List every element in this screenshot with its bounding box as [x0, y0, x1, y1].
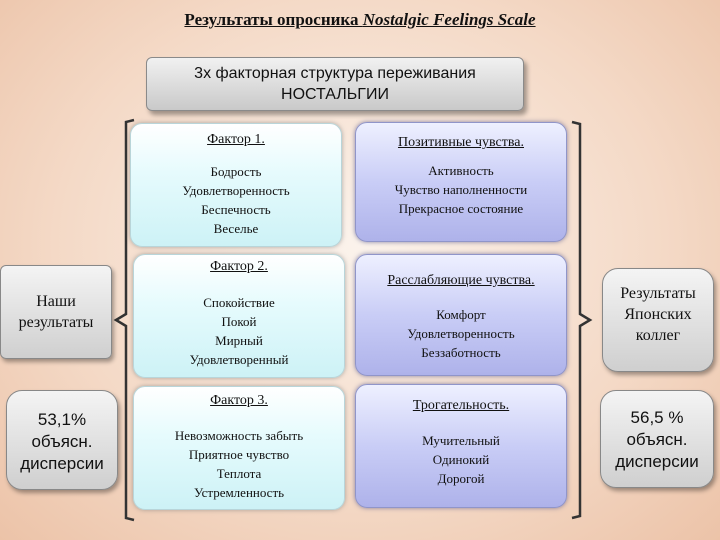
structure-header	[146, 57, 524, 111]
japanese-results-line: Японских	[624, 306, 692, 323]
factor-2-box	[133, 254, 345, 378]
feeling-3-item: Одинокий	[432, 452, 490, 467]
factor-2-item: Покой	[221, 314, 257, 329]
factor-1-item: Бодрость	[210, 164, 262, 179]
feeling-1-item: Активность	[428, 163, 494, 178]
japanese-results-line: коллег	[635, 327, 681, 344]
japanese-variance-value: 56,5 %	[630, 408, 684, 427]
factor-3-item: Невозможность забыть	[174, 428, 304, 443]
our-variance-line: дисперсии	[20, 454, 104, 473]
feeling-1-item: Чувство наполненности	[394, 182, 528, 197]
japanese-variance-line: дисперсии	[615, 452, 699, 471]
title-prefix: Результаты опросника	[184, 10, 363, 29]
feeling-2-item: Беззаботность	[421, 345, 501, 360]
feeling-3-head: Трогательность.	[412, 398, 510, 413]
feeling-1-box	[355, 122, 567, 242]
factor-3-item: Устремленность	[193, 485, 285, 500]
factor-1-item: Веселье	[213, 221, 259, 236]
feeling-3-item: Дорогой	[437, 471, 485, 486]
feeling-1-head: Позитивные чувства.	[397, 135, 524, 150]
our-results-line: результаты	[18, 314, 94, 331]
feeling-2-head: Расслабляющие чувства.	[387, 273, 535, 288]
factor-3-head: Фактор 3.	[210, 393, 268, 408]
our-results-line: Наши	[36, 293, 76, 310]
our-results-box	[0, 265, 112, 359]
factor-1-item: Беспечность	[201, 202, 271, 217]
feeling-2-item: Комфорт	[436, 307, 486, 322]
our-variance-value: 53,1%	[37, 410, 87, 429]
our-variance-line: объясн.	[31, 432, 93, 451]
japanese-variance-line: объясн.	[626, 430, 688, 449]
factor-3-item: Теплота	[216, 466, 262, 481]
factor-3-box	[133, 386, 345, 510]
structure-line-1: 3х факторная структура переживания	[194, 65, 476, 82]
factor-1-head: Фактор 1.	[207, 132, 265, 147]
japanese-results-box	[602, 268, 714, 372]
factor-2-item: Спокойствие	[203, 295, 275, 310]
title-scale-name: Nostalgic Feelings Scale	[362, 10, 536, 29]
japanese-variance-box	[600, 390, 714, 488]
feeling-2-item: Удовлетворенность	[407, 326, 515, 341]
page-title	[0, 10, 720, 30]
factor-2-head: Фактор 2.	[210, 259, 268, 274]
factor-1-item: Удовлетворенность	[182, 183, 290, 198]
structure-line-2: НОСТАЛЬГИИ	[281, 86, 389, 103]
factor-2-item: Мирный	[215, 333, 263, 348]
feeling-3-item: Мучительный	[422, 433, 500, 448]
feeling-1-item: Прекрасное состояние	[398, 201, 524, 216]
japanese-results-line: Результаты	[620, 285, 696, 302]
our-variance-box	[6, 390, 118, 490]
feeling-2-box	[355, 254, 567, 376]
factor-1-box	[130, 123, 342, 247]
feeling-3-box	[355, 384, 567, 508]
factor-2-item: Удовлетворенный	[189, 352, 289, 367]
factor-3-item: Приятное чувство	[188, 447, 290, 462]
right-bracket	[566, 120, 596, 520]
